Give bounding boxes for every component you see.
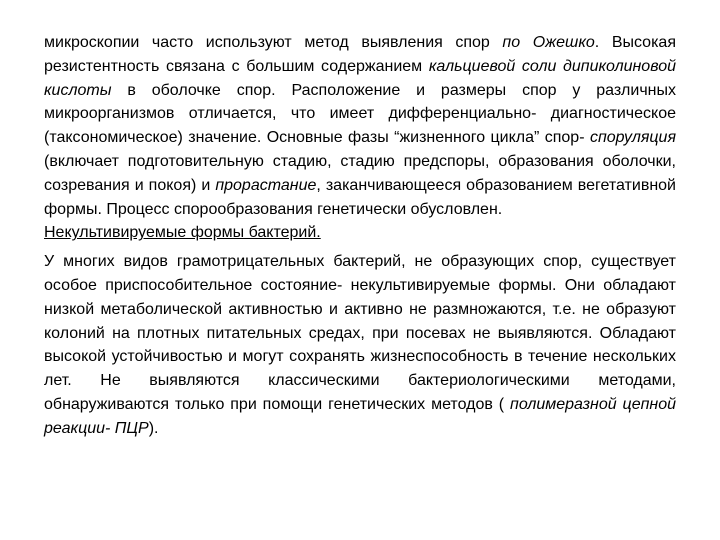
text-run: , заканчивающееся образованием вегетативной формы. Процесс спорообразования генетически обусловлен. xyxy=(44,176,676,218)
text-run: ). xyxy=(148,419,159,437)
italic-term: по Ожешко xyxy=(502,34,595,51)
text-run: . Высокая резистентность связана с большим содержанием xyxy=(44,34,676,75)
spores-paragraph xyxy=(44,31,676,221)
italic-term: прорастание xyxy=(215,176,317,194)
text-run: (включает подготовительную стадию, стадию предспоры, образования оболочки, созревания и покоя) и xyxy=(44,152,676,194)
section-heading: Некультивируемые формы бактерий. xyxy=(44,224,321,242)
italic-term: споруляция xyxy=(589,129,676,147)
italic-term: кальциевой соли дипиколиновой кислоты xyxy=(44,57,676,99)
text-run: У многих видов грамотрицательных бактерий, не образующих спор, существует особое приспособительное состояние- некультивируемые формы. Они обладают низкой метаболической активностью и активно не размножаются, т.е. не образуют колоний на плотных питательных средах, при посевах не выявляются. Обладают высокой устойчивостью и могут сохранять жизнеспособность в течение нескольких лет. Не выявляются классическими бактериологическими методами, обнаруживаются только при помощи генетических методов ( xyxy=(44,253,676,413)
text-run: микроскопии часто используют метод выявления спор xyxy=(44,34,503,51)
italic-term: полимеразной цепной реакции- ПЦР xyxy=(44,395,676,437)
text-run: в оболочке спор. Расположение и размеры спор у различных микроорганизмов отличается, что имеет дифференциально- диагностическое (таксономическое) значение. Основные фазы “жизненного цикла” спор- xyxy=(44,81,676,147)
nonculturable-paragraph xyxy=(44,250,676,440)
